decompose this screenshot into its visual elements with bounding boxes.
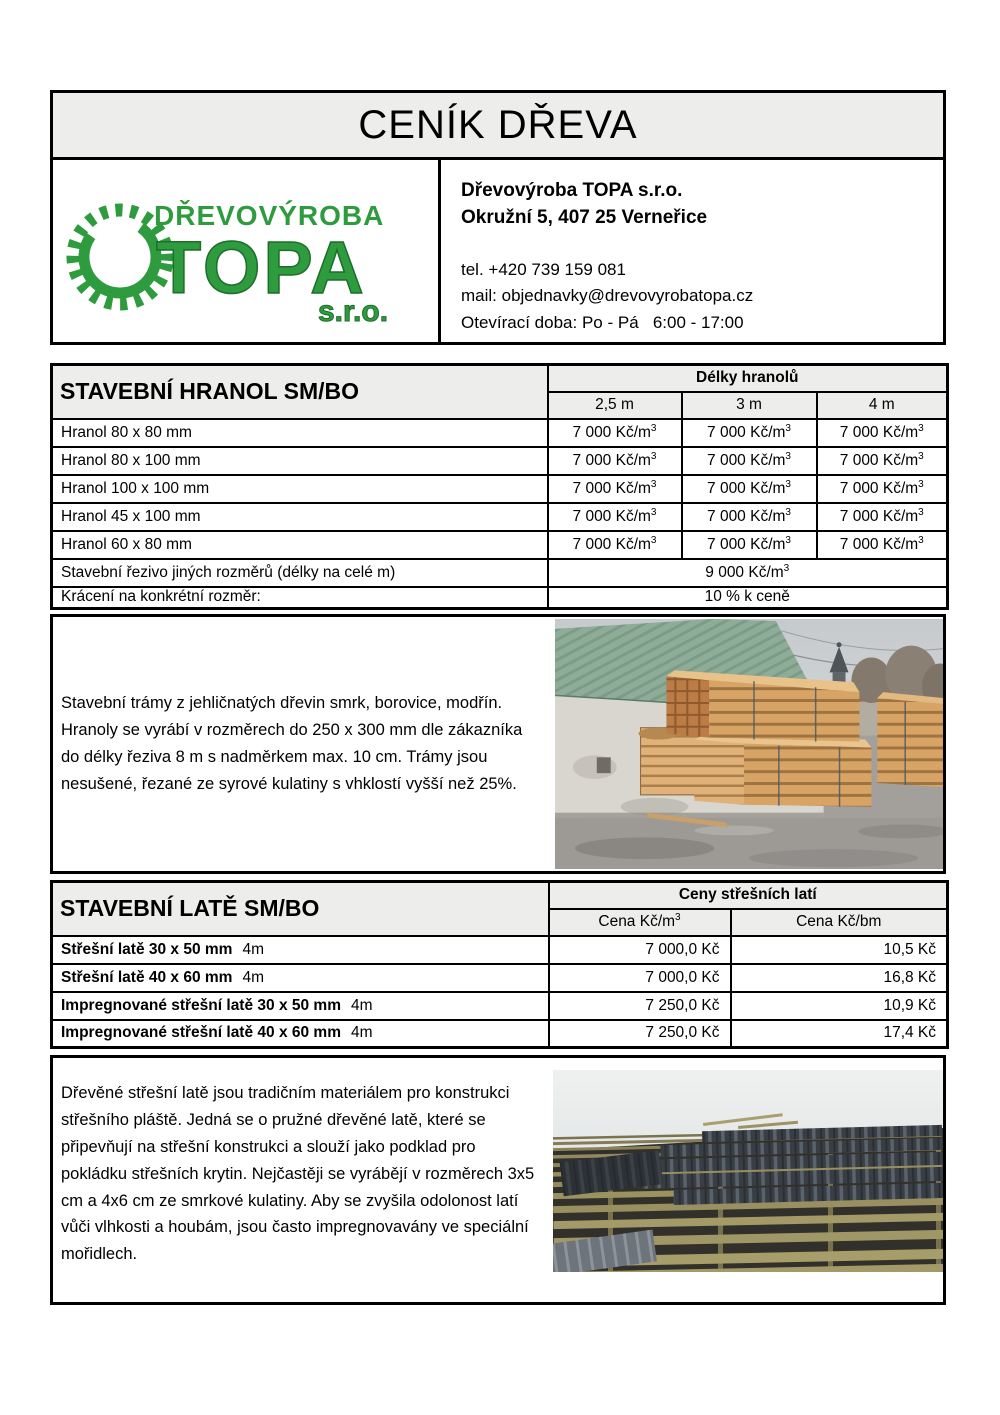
price-bm-cell: 17,4 Kč (731, 1020, 948, 1048)
row-label: Hranol 45 x 100 mm (52, 503, 548, 531)
price-cell: 7 000 $Kč/m^3$ (682, 475, 817, 503)
price-cell: 7 000 $Kč/m^3$ (682, 447, 817, 475)
cutting-row (52, 587, 948, 609)
company-logo (53, 160, 441, 342)
company-contact (441, 160, 943, 342)
table-row (52, 936, 948, 964)
hranol-col-header: 3 m (682, 392, 817, 419)
table-row (52, 531, 948, 559)
price-cell: 7 000 $Kč/m^3$ (817, 447, 948, 475)
document-title-bar (50, 90, 946, 160)
price-cell: 7 000 $Kč/m^3$ (682, 419, 817, 447)
hranol-col-header: 2,5 m (548, 392, 682, 419)
hranol-description: Stavební trámy z jehličnatých dřevin smrk, borovice, modřín. Hranoly se vyrábí v rozměrech do 250 x 300 mm dle zákazníka do délky řeziva 8 m s nadměrkem max. 10 cm. Trámy jsou nesušené, řezané ze syrové kulatiny s vhklostí vyšší než 25%. (61, 694, 523, 793)
row-label: Hranol 100 x 100 mm (52, 475, 548, 503)
table-row (52, 964, 948, 992)
price-cell: 7 000 $Kč/m^3$ (817, 531, 948, 559)
price-bm-cell: 10,9 Kč (731, 992, 948, 1020)
price-cell: 10 % k ceně (548, 587, 948, 609)
price-cell: 7 000 $Kč/m^3$ (548, 419, 682, 447)
price-cell: 7 000 $Kč/m^3$ (682, 503, 817, 531)
company-header (50, 160, 946, 345)
product-name: Střešní latě 40 x 60 mm (61, 968, 233, 986)
row-label (52, 964, 549, 992)
table-row (52, 475, 948, 503)
hranol-group-header: Délky hranolů (548, 365, 948, 392)
price-m3-cell: 7 000,0 Kč (549, 964, 731, 992)
late-group-header: Ceny střešních latí (549, 882, 948, 909)
row-label (52, 1020, 549, 1048)
company-hours: Otevírací doba: Po - Pá 6:00 - 17:00 (461, 312, 744, 332)
product-length: 4m (350, 996, 373, 1014)
hranol-col-header: 4 m (817, 392, 948, 419)
price-cell: 7 000 $Kč/m^3$ (817, 475, 948, 503)
price-cell: 7 000 $Kč/m^3$ (817, 503, 948, 531)
product-name: Impregnované střešní latě 40 x 60 mm (61, 1024, 341, 1042)
row-label: Hranol 80 x 80 mm (52, 419, 548, 447)
product-length: 4m (350, 1024, 373, 1042)
price-m3-cell: 7 250,0 Kč (549, 992, 731, 1020)
product-length: 4m (242, 968, 265, 986)
row-label: Hranol 60 x 80 mm (52, 531, 548, 559)
price-bm-cell: 10,5 Kč (731, 936, 948, 964)
late-info-section (50, 1055, 946, 1305)
table-row (52, 503, 948, 531)
company-name: Dřevovýroba TOPA s.r.o. (461, 180, 683, 201)
logo-text-top: DŘEVOVÝROBA (153, 200, 384, 231)
product-length: 4m (242, 940, 265, 958)
row-label (52, 992, 549, 1020)
table-row (52, 992, 948, 1020)
late-price-table (50, 880, 949, 1049)
row-label: Stavební řezivo jiných rozměrů (délky na celé m) (52, 559, 548, 587)
hranol-info-section (50, 614, 946, 874)
logo-text-suffix: s.r.o. (317, 295, 388, 327)
roof-battens-photo-image (553, 1070, 943, 1272)
saw-blade-logo-icon (66, 175, 426, 327)
document-content (50, 90, 946, 1305)
roof-battens-photo (553, 1058, 943, 1302)
row-label: Krácení na konkrétní rozměr: (52, 587, 548, 609)
late-description: Dřevěné střešní latě jsou tradičním materiálem pro konstrukci střešního pláště. Jedná se o pružné dřevěné latě, které se připevňují na střešní konstrukci a slouží jako podklad pro pokládku střešních krytin. Nejčastěji se vyrábějí v rozměrech 3x5 cm a 4x6 cm ze smrkové kulatiny. Aby se zvyšila odolonost latí vůči vlhkosti a houbám, jsou často impregnovavány ve speciální mořidlech. (61, 1084, 535, 1264)
row-label (52, 936, 549, 964)
price-cell: 9 000 $Kč/m^3$ (548, 559, 948, 587)
logo-text-main: TOPA (155, 226, 367, 309)
price-m3-cell: 7 000,0 Kč (549, 936, 731, 964)
late-table-title: STAVEBNÍ LATĚ SM/BO (52, 882, 549, 936)
page-title: CENÍK DŘEVA (358, 102, 638, 147)
late-col-header-m3: Cena $Kč/m^3$ (549, 909, 731, 936)
price-cell: 7 000 $Kč/m^3$ (548, 503, 682, 531)
company-phone: tel. +420 739 159 081 (461, 259, 626, 279)
product-name: Střešní latě 30 x 50 mm (61, 940, 233, 958)
company-address: Okružní 5, 407 25 Verneřice (461, 206, 708, 228)
row-label: Hranol 80 x 100 mm (52, 447, 548, 475)
other-sizes-row (52, 559, 948, 587)
company-email: mail: objednavky@drevovyrobatopa.cz (461, 286, 754, 306)
price-cell: 7 000 $Kč/m^3$ (817, 419, 948, 447)
price-cell: 7 000 $Kč/m^3$ (548, 447, 682, 475)
price-cell: 7 000 $Kč/m^3$ (548, 475, 682, 503)
price-bm-cell: 16,8 Kč (731, 964, 948, 992)
price-cell: 7 000 $Kč/m^3$ (548, 531, 682, 559)
table-row (52, 447, 948, 475)
hranol-price-table (50, 363, 949, 610)
price-cell: 7 000 $Kč/m^3$ (682, 531, 817, 559)
product-name: Impregnované střešní latě 30 x 50 mm (61, 996, 341, 1014)
lumber-yard-photo-image (555, 619, 943, 869)
price-m3-cell: 7 250,0 Kč (549, 1020, 731, 1048)
late-col-header-bm: Cena Kč/bm (731, 909, 948, 936)
hranol-table-title: STAVEBNÍ HRANOL SM/BO (52, 365, 548, 419)
table-row (52, 419, 948, 447)
lumber-yard-photo (554, 617, 943, 871)
table-row (52, 1020, 948, 1048)
